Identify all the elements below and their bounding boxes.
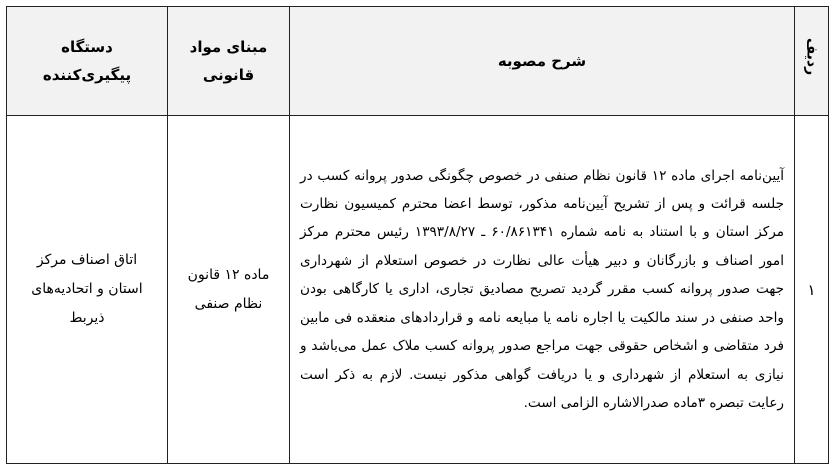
- legal-basis-cell: ماده ۱۲ قانون نظام صنفی: [168, 116, 290, 464]
- resolution-description-cell: آیین‌نامه اجرای ماده ۱۲ قانون نظام صنفی در خصوص چگونگی صدور پروانه کسب در جلسه قرائت و پس از تشریح آیین‌نامه مذکور، توسط اعضا محترم کمیسیون نظارت مرکز استان و با استناد به نامه شماره ۶۰/۸۶۱۳۴۱ ـ ۱۳۹۳/۸/۲۷ رئیس محترم مرکز امور اصناف و بازرگانان و دبیر هیأت عالی نظارت در خصوص استعلام از شهرداری جهت صدور پروانه کسب مقرر گردید تصریح مصادیق تجاری، اداری یا کارگاهی بودن واحد صنفی در سند مالکیت یا اجاره نامه یا مبایعه نامه و قراردادهای منعقده فی مابین فرد متقاضی و اشخاص حقوقی جهت مراجع صدور پروانه کسب ملاک عمل می‌باشد و نیازی به استعلام از شهرداری و یا دریافت گواهی مذکور نیست. لازم به ذکر است رعایت تبصره ۳ماده صدرالاشاره الزامی است.: [290, 116, 795, 464]
- table-row: [7, 116, 829, 464]
- row-number-cell: ۱: [795, 116, 829, 464]
- agency-cell: اتاق اصناف مرکز استان و اتحادیه‌های ذیربط: [7, 116, 168, 464]
- table-header-row: [7, 7, 829, 116]
- header-agency: دستگاه پیگیری‌کننده: [7, 7, 168, 116]
- resolution-table: [6, 6, 829, 464]
- header-description: شرح مصوبه: [290, 7, 795, 116]
- header-row-number-label: ردیف: [803, 37, 820, 76]
- header-row-number: [795, 7, 829, 116]
- header-legal-basis: مبنای مواد قانونی: [168, 7, 290, 116]
